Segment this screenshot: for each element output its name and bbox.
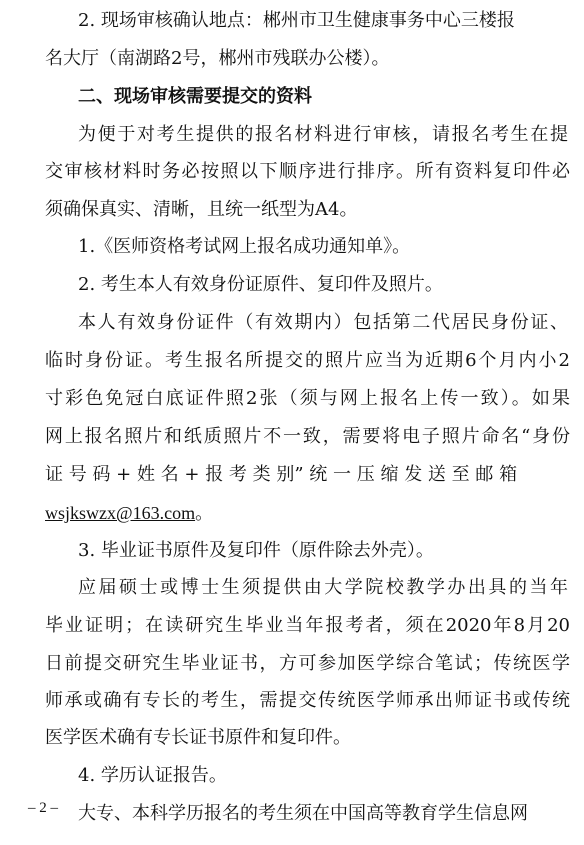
text-line: 交审核材料时务必按照以下顺序进行排序。所有资料复印件必	[45, 161, 570, 182]
text-line: 寸彩色免冠白底证件照2张（须与网上报名上传一致）。如果	[45, 388, 570, 409]
text-line: 师承或确有专长的考生，需提交传统医学师承出师证书或传统	[45, 690, 570, 711]
email-link[interactable]: wsjkswzx@163.com	[45, 503, 196, 523]
text-line: 毕业证明；在读研究生毕业当年报考者，须在2020年8月20	[45, 615, 570, 636]
text-line: 网上报名照片和纸质照片不一致，需要将电子照片命名“身份	[45, 426, 570, 447]
list-item: 2. 考生本人有效身份证原件、复印件及照片。	[78, 274, 443, 295]
section-heading: 二、现场审核需要提交的资料	[78, 86, 312, 107]
text-line: 须确保真实、清晰，且统一纸型为A4。	[45, 199, 358, 220]
list-item: 1.《医师资格考试网上报名成功通知单》。	[78, 236, 411, 257]
text-line: 日前提交研究生毕业证书，方可参加医学综合笔试；传统医学	[45, 653, 570, 674]
text-line: 2. 现场审核确认地点：郴州市卫生健康事务中心三楼报	[78, 10, 515, 31]
list-item: 4. 学历认证报告。	[78, 765, 227, 786]
text-line: 为便于对考生提供的报名材料进行审核，请报名考生在提	[78, 124, 568, 145]
text-line: 大专、本科学历报名的考生须在中国高等教育学生信息网	[78, 803, 528, 824]
text-line: 本人有效身份证件（有效期内）包括第二代居民身份证、	[78, 312, 568, 333]
list-item: 3. 毕业证书原件及复印件（原件除去外壳）。	[78, 540, 434, 561]
email-line	[45, 496, 570, 530]
text-line: 应届硕士或博士生须提供由大学院校教学办出具的当年	[78, 577, 568, 598]
text-line: 名大厅（南湖路2号，郴州市残联办公楼）。	[45, 48, 390, 69]
page-number: – 2 –	[28, 800, 58, 816]
text-line: 证 号 码 + 姓 名 + 报 考 类 别” 统 一 压 缩 发 送 至 邮 箱	[45, 464, 518, 485]
text-line: 临时身份证。考生报名所提交的照片应当为近期6个月内小2	[45, 350, 570, 371]
email-suffix: 。	[195, 503, 214, 524]
text-line: 医学医术确有专长证书原件和复印件。	[45, 727, 351, 748]
